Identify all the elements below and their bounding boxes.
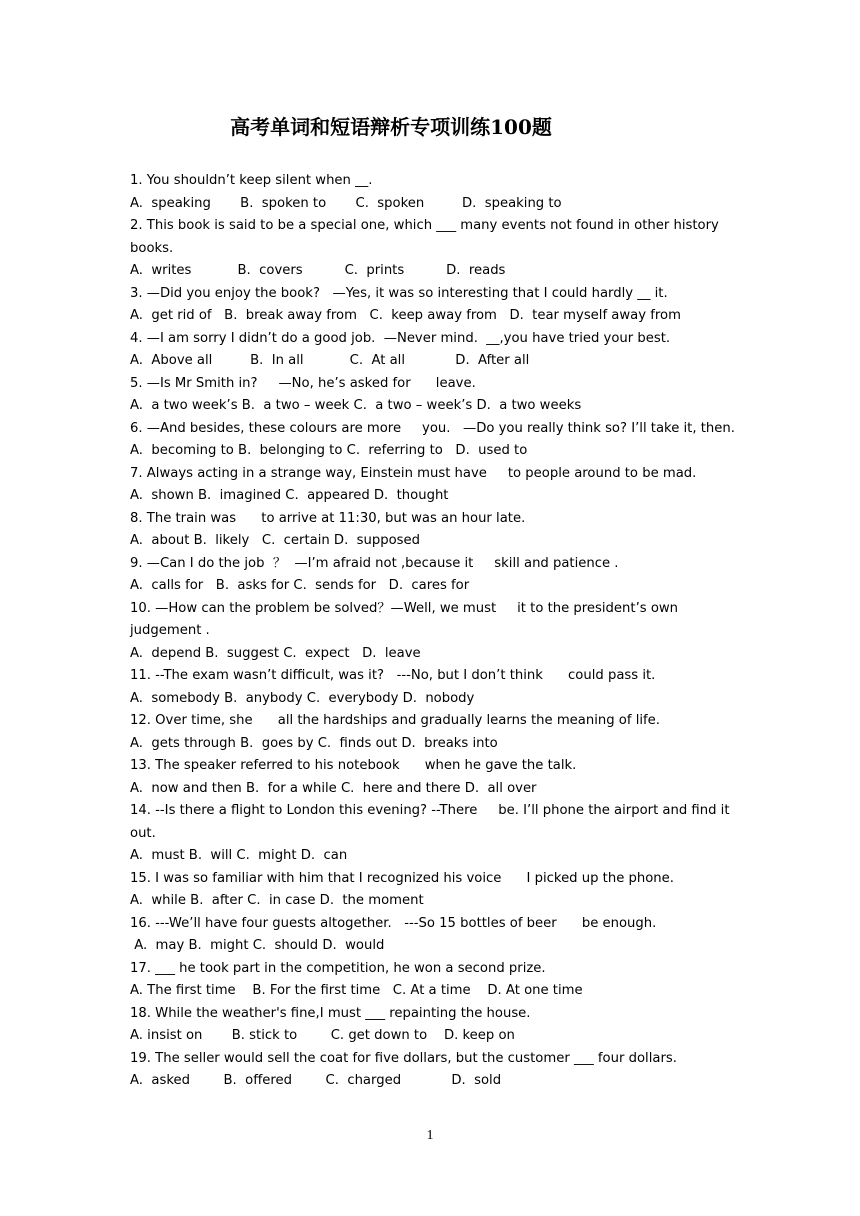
text-line: 11. --The exam wasn’t difficult, was it? ---No, but I don’t think could pass it. xyxy=(130,668,656,683)
text-line: 17. ___ he took part in the competition, he won a second prize. xyxy=(130,960,546,976)
text-line: A. somebody B. anybody C. everybody D. nobody xyxy=(130,690,475,706)
text-line: A. a two week’s B. a two – week C. a two – week’s D. a two weeks xyxy=(130,398,582,413)
text-line: 8. The train was to arrive at 11:30, but was an hour late. xyxy=(130,510,526,526)
text-line: 12. Over time, she all the hardships and gradually learns the meaning of life. xyxy=(130,713,660,728)
text-line: 3. —Did you enjoy the book? —Yes, it was so interesting that I could hardly __ it. xyxy=(130,285,668,301)
text-line: A. gets through B. goes by C. finds out D. breaks into xyxy=(130,735,498,751)
text-line: 2. This book is said to be a special one, which ___ many events not found in other history xyxy=(130,218,719,233)
text-line: A. calls for B. asks for C. sends for D. cares for xyxy=(130,578,470,593)
text-line: 13. The speaker referred to his notebook when he gave the talk. xyxy=(130,758,577,773)
text-line: 4. —I am sorry I didn’t do a good job. —Never mind. __,you have tried your best. xyxy=(130,330,671,346)
text-line: A. becoming to B. belonging to C. referring to D. used to xyxy=(130,443,528,458)
text-line: A. must B. will C. might D. can xyxy=(130,848,348,863)
text-line: A. get rid of B. break away from C. keep away from D. tear myself away from xyxy=(130,308,681,323)
text-line: judgement . xyxy=(130,623,210,638)
text-line: 6. —And besides, these colours are more you. —Do you really think so? I’ll take it, then. xyxy=(130,420,735,436)
page-title: 高考单词和短语辩析专项训练100题 xyxy=(230,115,552,139)
text-line: 5. —Is Mr Smith in? —No, he’s asked for leave. xyxy=(130,375,476,391)
text-line: A. Above all B. In all C. At all D. After all xyxy=(130,353,530,368)
text-line: 14. --Is there a flight to London this evening? --There be. I’ll phone the airport and find it xyxy=(130,803,730,818)
text-line: A. depend B. suggest C. expect D. leave xyxy=(130,645,421,661)
text-line: A. speaking B. spoken to C. spoken D. speaking to xyxy=(130,195,562,211)
text-line: 1. You shouldn’t keep silent when __. xyxy=(130,173,373,188)
text-line: 18. While the weather's fine,I must ___ repainting the house. xyxy=(130,1005,531,1021)
text-line: A. now and then B. for a while C. here and there D. all over xyxy=(130,780,537,796)
text-line: 9. —Can I do the job ？ —I’m afraid not ,because it skill and patience . xyxy=(130,555,619,571)
text-line: 7. Always acting in a strange way, Einstein must have to people around to be mad. xyxy=(130,465,697,481)
question-list xyxy=(130,170,740,1093)
text-line: 10. —How can the problem be solved？—Well, we must it to the president’s own xyxy=(130,600,679,616)
text-line: books. xyxy=(130,240,174,256)
text-line: 16. ---We’ll have four guests altogether. ---So 15 bottles of beer be enough. xyxy=(130,915,657,931)
text-line: A. shown B. imagined C. appeared D. thought xyxy=(130,488,449,503)
text-line: A. about B. likely C. certain D. supposed xyxy=(130,533,421,548)
text-line: A. while B. after C. in case D. the moment xyxy=(130,893,424,908)
text-line: 19. The seller would sell the coat for five dollars, but the customer ___ four dollars. xyxy=(130,1050,677,1066)
text-line: A. asked B. offered C. charged D. sold xyxy=(130,1073,502,1088)
text-line: A. may B. might C. should D. would xyxy=(130,938,385,953)
text-line: 15. I was so familiar with him that I recognized his voice I picked up the phone. xyxy=(130,870,674,886)
page-number: 1 xyxy=(426,1128,434,1143)
text-line: A. writes B. covers C. prints D. reads xyxy=(130,263,506,278)
text-line: A. The first time B. For the first time C. At a time D. At one time xyxy=(130,983,583,998)
text-line: A. insist on B. stick to C. get down to D. keep on xyxy=(130,1028,515,1043)
text-line: out. xyxy=(130,825,156,841)
